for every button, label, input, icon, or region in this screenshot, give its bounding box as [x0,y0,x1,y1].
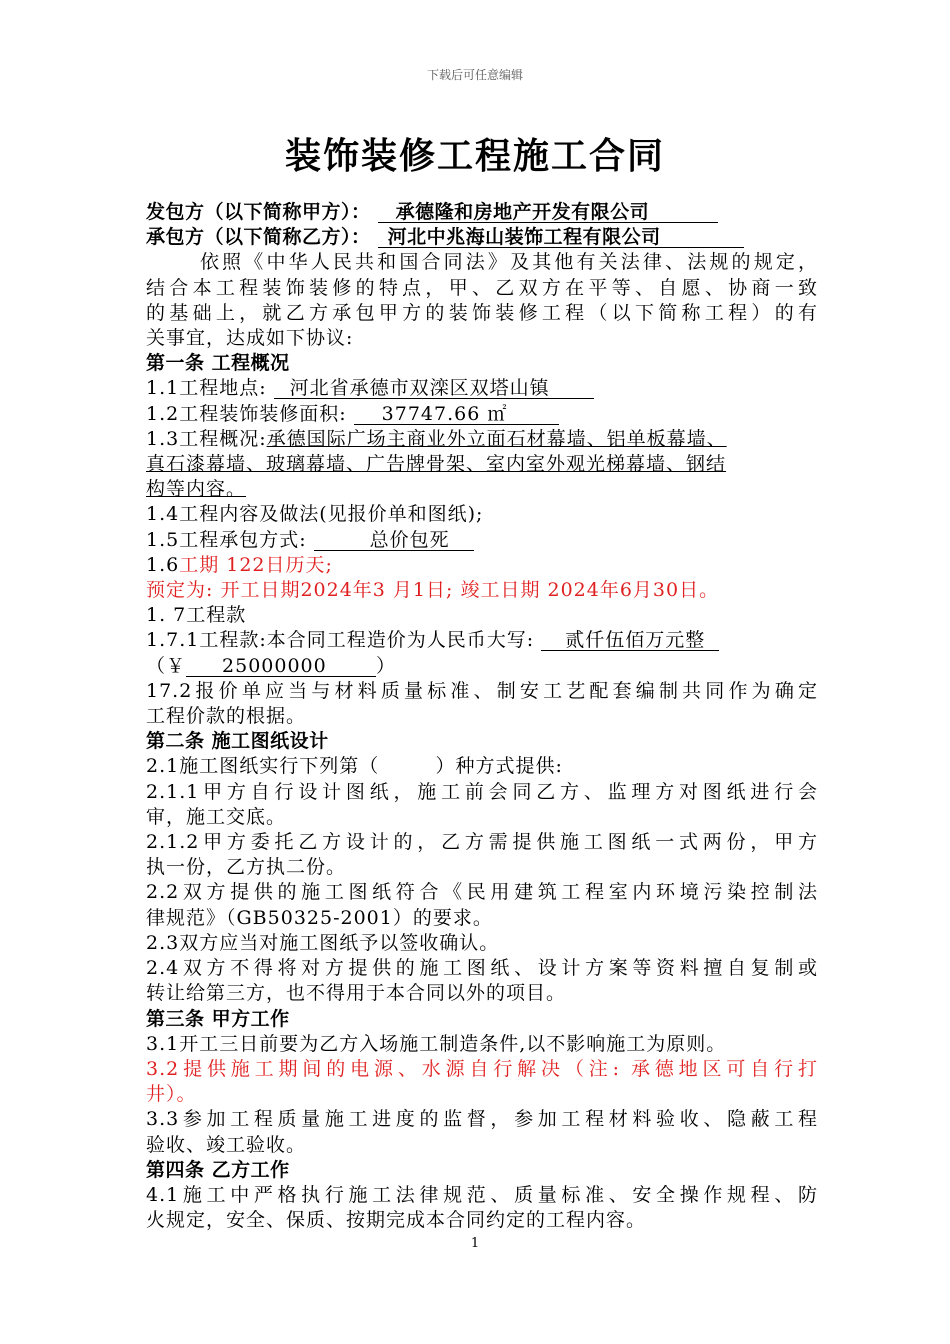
amount-field [186,656,376,677]
clause-1-7-1-field [541,630,719,651]
clause-2-2-cont: 律规范》（GB50325-2001）的要求。 [146,906,493,929]
clause-1-3-value: 承德国际广场主商业外立面石材幕墙、铝单板幕墙、 [266,427,727,450]
clause-3-2-cont: 井）。 [146,1083,197,1106]
clause-2-1-1-cont: 审，施工交底。 [146,805,287,828]
clause-1-2 [146,402,818,427]
section-1-heading: 第一条 工程概况 [146,352,290,375]
clause-1-2-value: 37747.66 ㎡ [381,402,508,425]
clause-1-5-label: 1.5工程承包方式: [146,528,307,551]
clause-2-1-1: 2.1.1甲方自行设计图纸，施工前会同乙方、监理方对图纸进行会 [146,780,818,803]
clause-2-1-2-cont: 执一份，乙方执二份。 [146,856,347,879]
clause-1-5 [146,528,818,553]
clause-3-3: 3.3参加工程质量施工进度的监督，参加工程材料验收、隐蔽工程 [146,1108,818,1131]
intro-line: 关事宜，达成如下协议: [146,327,354,350]
party-a-label: 发包方（以下简称甲方）： [146,201,371,223]
clause-3-1: 3.1开工三日前要为乙方入场施工制造条件,以不影响施工为原则。 [146,1032,727,1055]
clause-1-1-value: 河北省承德市双滦区双塔山镇 [289,377,550,400]
party-a-line [146,200,818,225]
party-b-label: 承包方（以下简称乙方）： [146,226,371,249]
clause-1-7-1 [146,628,818,653]
amount-value: 25000000 [222,654,327,677]
clause-1-3-label: 1.3工程概况: [146,427,267,450]
clause-2-1: 2.1施工图纸实行下列第（ ）种方式提供: [146,755,563,778]
contract-title: 装饰装修工程施工合同 [284,136,665,177]
clause-17-2: 17.2报价单应当与材料质量标准、制安工艺配套编制共同作为确定 [146,679,818,702]
clause-1-7-1-value: 贰仟伍佰万元整 [565,629,706,652]
party-b-value-field [378,227,744,248]
clause-2-2: 2.2双方提供的施工图纸符合《民用建筑工程室内环境污染控制法 [146,881,818,904]
intro-line: 的基础上，就乙方承包甲方的装饰装修工程（以下简称工程）的有 [146,301,818,324]
clause-17-2-cont: 工程价款的根据。 [146,705,307,728]
clause-2-1-2: 2.1.2甲方委托乙方设计的，乙方需提供施工图纸一式两份，甲方 [146,831,818,854]
clause-1-2-label: 1.2工程装饰装修面积: [146,402,347,425]
party-b-value: 河北中兆海山装饰工程有限公司 [387,226,661,249]
clause-1-3 [146,427,818,452]
clause-1-6-dates: 预定为: 开工日期2024年3 月1日; 竣工日期 2024年6月30日。 [146,579,720,602]
clause-3-3-cont: 验收、竣工验收。 [146,1133,307,1156]
clause-2-4: 2.4双方不得将对方提供的施工图纸、设计方案等资料擅自复制或 [146,957,818,980]
party-b-line [146,225,818,250]
intro-line: 依照《中华人民共和国合同法》及其他有关法律、法规的规定， [200,251,818,274]
section-2-heading: 第二条 施工图纸设计 [146,730,329,753]
section-4-heading: 第四条 乙方工作 [146,1158,290,1181]
clause-1-7: 1. 7工程款 [146,604,247,627]
clause-1-3-cont: 构等内容。 [146,478,247,501]
clause-1-4: 1.4工程内容及做法(见报价单和图纸); [146,503,484,526]
clause-1-6-prefix: 1.6 [146,553,180,576]
clause-1-1-label: 1.1工程地点: [146,377,267,400]
clause-1-1 [146,376,818,401]
intro-line: 结合本工程装饰装修的特点，甲、乙双方在平等、自愿、协商一致 [146,276,818,299]
page-number: 1 [470,1236,480,1251]
clause-3-2: 3.2提供施工期间的电源、水源自行解决（注: 承德地区可自行打 [146,1057,818,1080]
clause-1-5-field [314,530,474,551]
clause-1-6-duration: 工期 122日历天; [179,553,333,576]
clause-1-2-field [354,404,559,425]
clause-1-5-value: 总价包死 [369,528,450,551]
amount-suffix: ） [376,654,397,677]
contract-body [146,200,818,1233]
clause-2-4-cont: 转让给第三方，也不得用于本合同以外的项目。 [146,982,567,1005]
header-note: 下载后可任意编辑 [426,68,523,82]
clause-1-7-1-amount [146,654,818,679]
clause-4-1-cont: 火规定，安全、保质、按期完成本合同约定的工程内容。 [146,1209,647,1232]
clause-1-7-1-label: 1.7.1工程款:本合同工程造价为人民币大写: [146,629,535,652]
clause-2-3: 2.3双方应当对施工图纸予以签收确认。 [146,931,500,954]
clause-4-1: 4.1施工中严格执行施工法律规范、质量标准、安全操作规程、防 [146,1183,818,1206]
party-a-value-field [378,202,718,223]
amount-prefix: （￥ [146,654,187,677]
clause-1-1-field [274,378,594,399]
party-a-value: 承德隆和房地产开发有限公司 [395,201,650,223]
section-3-heading: 第三条 甲方工作 [146,1007,290,1030]
clause-1-6 [146,553,818,578]
clause-1-3-cont: 真石漆幕墙、玻璃幕墙、广告牌骨架、室内室外观光梯幕墙、钢结 [146,453,727,476]
